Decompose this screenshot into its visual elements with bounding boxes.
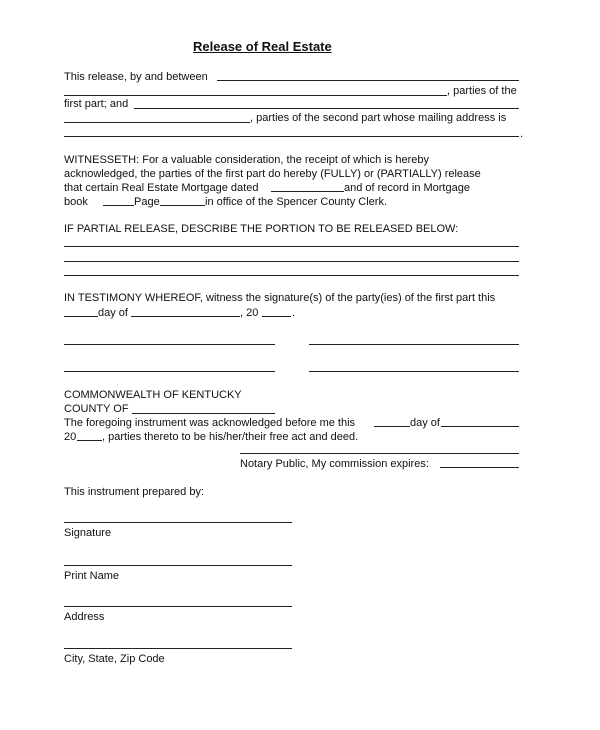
- notary-month-line: [441, 426, 519, 427]
- testimony-month-line: [131, 316, 240, 317]
- first-part-text: first part; and: [64, 98, 129, 110]
- witnesseth-line-1: WITNESSETH: For a valuable consideration, the receipt of which is hereby: [64, 154, 429, 166]
- testimony-text: IN TESTIMONY WHEREOF, witness the signature(s) of the party(ies) of the first part this: [64, 292, 496, 304]
- testimony-day-of: day of: [98, 307, 128, 319]
- print-name-label: Print Name: [64, 570, 120, 582]
- partial-line-2: [64, 261, 519, 262]
- mailing-address-line: [64, 136, 519, 137]
- notary-day-of: day of: [410, 417, 440, 429]
- city-state-zip-label: City, State, Zip Code: [64, 653, 165, 665]
- first-party-line-2: [64, 95, 447, 96]
- parties-first-text: , parties of the: [447, 85, 517, 97]
- witnesseth-line-2: acknowledged, the parties of the first part do hereby (FULLY) or (PARTIALLY) release: [64, 168, 481, 180]
- first-party-line: [217, 80, 519, 81]
- signature-line-2: [309, 344, 519, 345]
- partial-release-heading: IF PARTIAL RELEASE, DESCRIBE THE PORTION TO BE RELEASED BELOW:: [64, 223, 459, 235]
- second-party-line-2: [64, 122, 250, 123]
- address-label: Address: [64, 611, 105, 623]
- testimony-period: .: [292, 307, 296, 319]
- testimony-year-line: [262, 316, 291, 317]
- print-name-line: [64, 565, 292, 566]
- signature-line-1: [64, 344, 275, 345]
- acknowledged-text: The foregoing instrument was acknowledged before me this: [64, 417, 356, 429]
- period: .: [520, 128, 524, 140]
- notary-signature-line: [240, 453, 519, 454]
- free-act-text: , parties thereto to be his/her/their free act and deed.: [102, 431, 359, 443]
- testimony-year: , 20: [240, 307, 259, 319]
- county-line: [132, 413, 275, 414]
- notary-day-line: [374, 426, 410, 427]
- notary-year: 20: [64, 431, 77, 443]
- county-label: COUNTY OF: [64, 403, 129, 415]
- second-party-line: [134, 108, 519, 109]
- commission-expiry-line: [440, 467, 519, 468]
- partial-line-1: [64, 246, 519, 247]
- commonwealth-heading: COMMONWEALTH OF KENTUCKY: [64, 389, 242, 401]
- page-label: Page: [134, 196, 160, 208]
- address-line: [64, 606, 292, 607]
- signature-line-3: [64, 371, 275, 372]
- book-line: [103, 205, 134, 206]
- book-label: book: [64, 196, 88, 208]
- witnesseth-line-3: that certain Real Estate Mortgage dated: [64, 182, 259, 194]
- signature-field-line: [64, 522, 292, 523]
- county-clerk-text: in office of the Spencer County Clerk.: [205, 196, 388, 208]
- city-state-zip-line: [64, 648, 292, 649]
- document-title: Release of Real Estate: [193, 39, 332, 54]
- testimony-day-line: [64, 316, 98, 317]
- parties-intro: This release, by and between: [64, 71, 208, 83]
- signature-line-4: [309, 371, 519, 372]
- mortgage-date-line: [271, 191, 344, 192]
- prepared-by-heading: This instrument prepared by:: [64, 486, 205, 498]
- commission-label: Notary Public, My commission expires:: [240, 458, 429, 470]
- second-part-text: , parties of the second part whose mailing address is: [250, 112, 507, 124]
- page-line: [160, 205, 205, 206]
- signature-label: Signature: [64, 527, 112, 539]
- witnesseth-record: and of record in Mortgage: [344, 182, 470, 194]
- notary-year-line: [77, 440, 102, 441]
- partial-line-3: [64, 275, 519, 276]
